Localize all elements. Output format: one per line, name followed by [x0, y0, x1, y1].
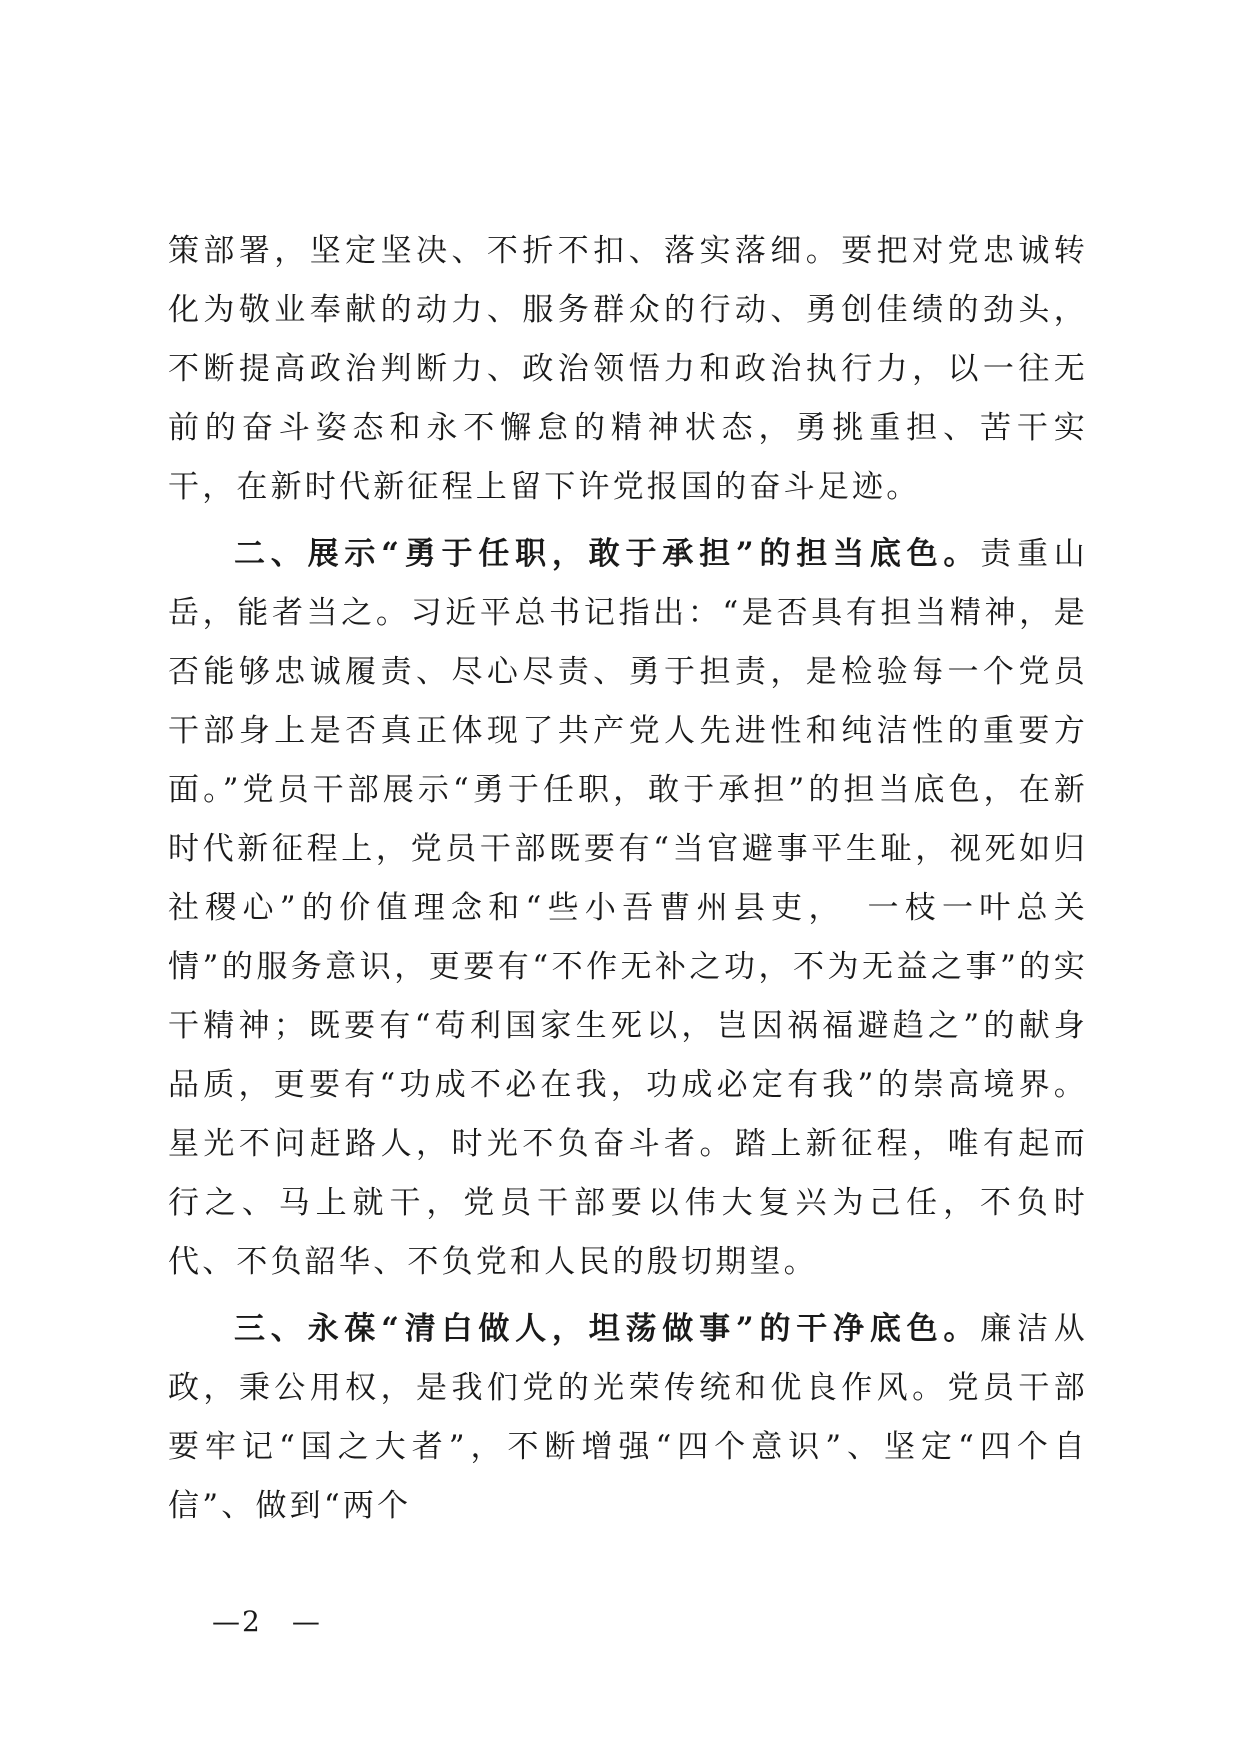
paragraph-text: 责重山岳，能者当之。习近平总书记指出：“是否具有担当精神，是否能够忠诚履责、尽心尽责、勇于担责，是检验每一个党员干部身上是否真正体现了共产党人先进性和纯洁性的重要方面。”党员干部展示“勇于任职，敢于承担”的担当底色，在新时代新征程上，党员干部既要有“当官避事平生耻，视死如归社稷心”的价值理念和“些小吾曹州县吏， 一枝一叶总关情”的服务意识，更要有“不作无补之功，不为无益之事”的实干精神；既要有“苟利国家生死以，岂因祸福避趋之”的献身品质，更要有“功成不必在我，功成必定有我”的崇高境界。星光不问赶路人，时光不负奋斗者。踏上新征程，唯有起而行之、马上就干，党员干部要以伟大复兴为己任，不负时代、不负韶华、不负党和人民的殷切期望。: [168, 536, 1088, 1280]
paragraph-text: 廉洁从政，秉公用权，是我们党的光荣传统和优良作风。党员干部要牢记“国之大者”，不断增强“四个意识”、坚定“四个自信”、做到“两个: [168, 1311, 1088, 1524]
section-heading-three: 三、永葆“清白做人，坦荡做事”的干净底色。: [234, 1311, 981, 1347]
paragraph-text: 策部署，坚定坚决、不折不扣、落实落细。要把对党忠诚转化为敬业奉献的动力、服务群众的行动、勇创佳绩的劲头，不断提高政治判断力、政治领悟力和政治执行力，以一往无前的奋斗姿态和永不懈怠的精神状态，勇挑重担、苦干实干，在新时代新征程上留下许党报国的奋斗足迹。: [168, 233, 1088, 505]
section-heading-two: 二、展示“勇于任职，敢于承担”的担当底色。: [234, 536, 981, 572]
page-number: —2 —: [212, 1605, 322, 1638]
paragraph-continuation: [168, 222, 1088, 517]
document-body: [168, 222, 1088, 1536]
paragraph-section-three: [168, 1300, 1088, 1536]
paragraph-section-two: [168, 525, 1088, 1292]
